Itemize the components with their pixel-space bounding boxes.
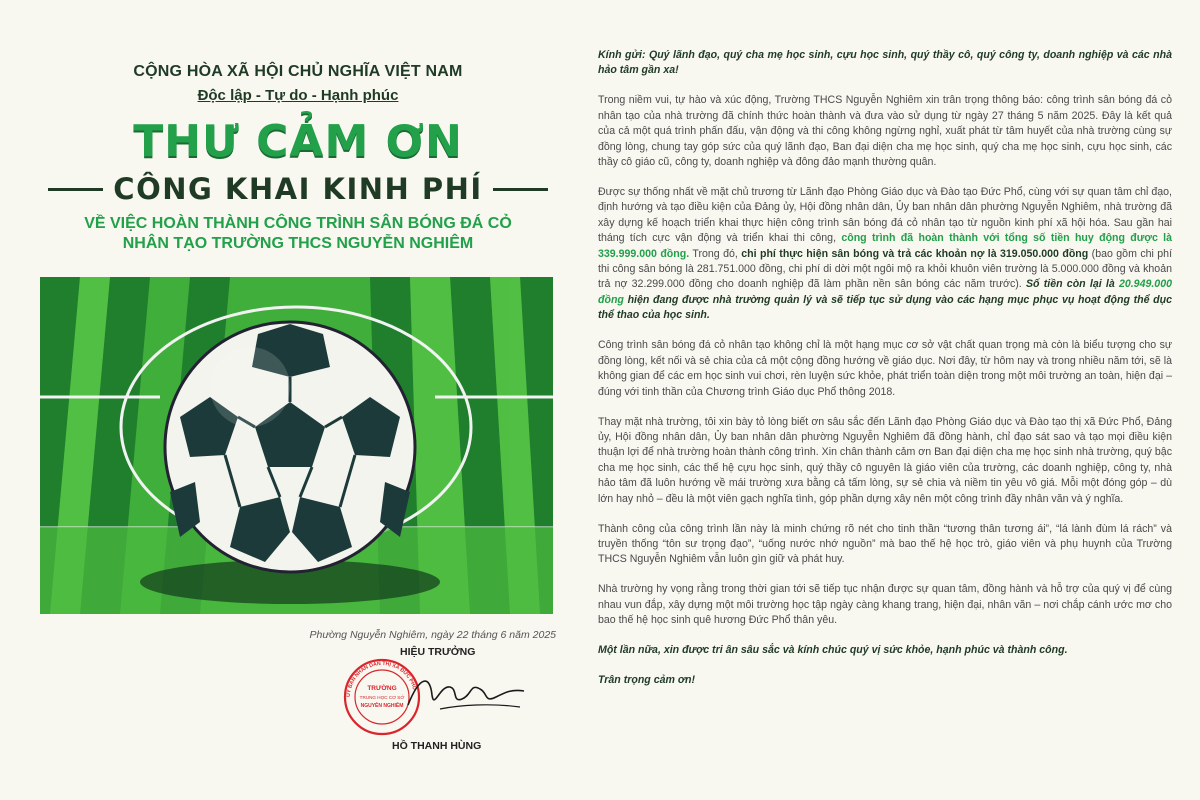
remaining-label: Số tiền còn lại là [1025,278,1119,291]
motto: Độc lập - Tự do - Hạnh phúc [197,87,399,104]
soccer-ball-illustration [40,277,553,614]
closing-wish: Một lần nữa, xin được tri ân sâu sắc và kính chúc quý vị sức khỏe, hạnh phúc và thành công. [598,644,1068,657]
title-description [30,214,566,254]
date-line: Phường Nguyễn Nghiêm, ngày 22 tháng 6 năm 2025 [309,629,556,641]
paragraph-1: Trong niềm vui, tự hào và xúc động, Trường THCS Nguyễn Nghiêm xin trân trọng thông báo: công trình sân bóng đá cỏ nhân tạo của nhà trường đã chính thức hoàn thành và đưa vào sử dụng từ ngày 27 tháng 5 năm 2025. Đây là kết quả của cả một quá trình phấn đấu, vận động và thi công không ngừng nghỉ, xuất phát từ tâm huyết của nhà trường cùng sự đồng lòng, chung tay góp sức của quý lãnh đạo, Ban đại diện cha mẹ học sinh, quý cha mẹ học sinh, cựu học sinh, các thầy cô giáo cũ, công ty, doanh nghiệp và đông đảo mạnh thường quân. [598,94,1172,169]
paragraph-4: Thay mặt nhà trường, tôi xin bày tỏ lòng biết ơn sâu sắc đến Lãnh đạo Phòng Giáo dục và Đào tạo thị xã Đức Phổ, Đảng ủy, Hội đồng nhân dân, Ủy ban nhân dân phường Nguyễn Nghiêm đã đồng hành, chỉ đạo sát sao và tạo mọi điều kiện thuận lợi để nhà trường hoàn thành công trình. Xin chân thành cảm ơn Ban đại diện cha mẹ học sinh nhà trường, quý bậc cha mẹ học sinh, các thế hệ cựu học sinh, quý thầy cô nguyên là giáo viên của trường, các doanh nghiệp, công ty, nhà hảo tâm đã luôn hướng về mái trường xưa bằng cả tấm lòng, sự sẻ chia và niềm tin yêu vô giá. Mỗi một đóng góp – dù lớn hay nhỏ – đều là một viên gạch nghĩa tình, góp phần dựng xây nên một công trình đầy nhân văn và ý nghĩa. [598,415,1172,505]
cost-highlight: chi phí thực hiện sân bóng và trả các khoản nợ là 319.050.000 đồng [741,247,1089,260]
stamp-ring-text: ỦY BAN NHÂN DÂN THỊ XÃ ĐỨC PHỔ [345,660,418,698]
subtitle: CÔNG KHAI KINH PHÍ [113,172,483,206]
subtitle-row [30,172,566,206]
signer-name: HỒ THANH HÙNG [392,740,482,752]
letter-body [598,48,1172,768]
divider-right [493,188,548,191]
closing-thanks: Trân trọng cảm ơn! [598,674,695,687]
paragraph-2-text-e: (bao gồm chi phí thi công sân bóng là 281.751.000 đồng, chi phí di dời một ngôi mộ ra khỏi khuôn viên trường là 5.000.000 đồng và khoản trả nợ 32.299.000 đồng cho doanh nghiệp đã làm phần nền sân bóng các năm trước). [598,247,1173,291]
nation-heading: CỘNG HÒA XÃ HỘI CHỦ NGHĨA VIỆT NAM [133,63,463,80]
title-description-line-1: VỀ VIỆC HOÀN THÀNH CÔNG TRÌNH SÂN BÓNG ĐÁ CỎ [84,215,512,232]
greeting: Kính gửi: Quý lãnh đạo, quý cha mẹ học sinh, cựu học sinh, quý thầy cô, quý công ty, doanh nghiệp và các nhà hảo tâm gần xa! [598,49,1172,77]
remaining-usage-text: hiện đang được nhà trường quản lý và sẽ tiếp tục sử dụng vào các hạng mục phục vụ hoạt động thể dục thể thao của học sinh. [598,293,1172,322]
paragraph-2 [598,185,1172,324]
page-title: THƯ CẢM ƠN [133,116,463,167]
stamp-line-2: TRUNG HỌC CƠ SỞ [359,695,405,700]
paragraph-6: Nhà trường hy vọng rằng trong thời gian tới sẽ tiếp tục nhận được sự quan tâm, đồng hành và hỗ trợ của quý vị để cùng nhau vun đắp, xây dựng một môi trường học tập ngày càng khang trang, hiện đại, nhân văn – nơi chắp cánh ước mơ cho bao thế hệ học sinh quê hương Đức Phổ thân yêu. [598,583,1172,627]
paragraph-2-text-a: Được sự thống nhất về mặt chủ trương từ Lãnh đạo Phòng Giáo dục và Đào tạo Đức Phổ, cùng với sự quan tâm chỉ đạo, định hướng và tạo điều kiện của Đảng ủy, Hội đồng nhân dân, Ủy ban nhân dân phường Nguyễn Nghiêm, nhà trường đã xây dựng kế hoạch triển khai thực hiện công trình sân bóng đá cỏ nhân tạo từ nguồn kinh phí xã hội hóa. Sau gần hai tháng tích cực vận động và triển khai thi công, [598,186,1172,245]
remaining-amount-highlight: 20.949.000 đồng [598,278,1172,306]
stamp-line-3: NGUYỄN NGHIÊM [360,703,404,709]
paragraph-3: Công trình sân bóng đá cỏ nhân tạo không chỉ là một hạng mục cơ sở vật chất quan trọng mà còn là biểu tượng cho sự đồng lòng, kết nối và sẻ chia của cả một cộng đồng hướng về giáo dục. Nơi đây, từ hôm nay và trong nhiều năm tới, sẽ là không gian để các em học sinh vui chơi, rèn luyện sức khỏe, phát triển toàn diện trong một môi trường an toàn, hiện đại – đúng với tinh thần của Chương trình Giáo dục Phổ thông 2018. [598,339,1172,398]
handwritten-signature [400,665,530,725]
stamp-line-1: TRƯỜNG [367,685,397,692]
total-raised-highlight: công trình đã hoàn thành với tổng số tiền huy động được là 339.999.000 đồng. [598,232,1172,260]
paragraph-2-text-c: Trong đó, [689,247,742,260]
paragraph-5: Thành công của công trình lần này là minh chứng rõ nét cho tinh thần “tương thân tương ái”, “lá lành đùm lá rách” và truyền thống “tôn sư trọng đạo”, “uống nước nhớ nguồn” mà bao thế hệ học trò, giáo viên và phụ huynh của Trường THCS Nguyễn Nghiêm vẫn luôn gìn giữ và phát huy. [598,522,1172,566]
soccer-field-image [40,277,553,614]
divider-left [48,188,103,191]
left-panel [30,55,566,775]
signer-role: HIỆU TRƯỞNG [400,646,476,658]
title-description-line-2: NHÂN TẠO TRƯỜNG THCS NGUYỄN NGHIÊM [122,235,474,252]
